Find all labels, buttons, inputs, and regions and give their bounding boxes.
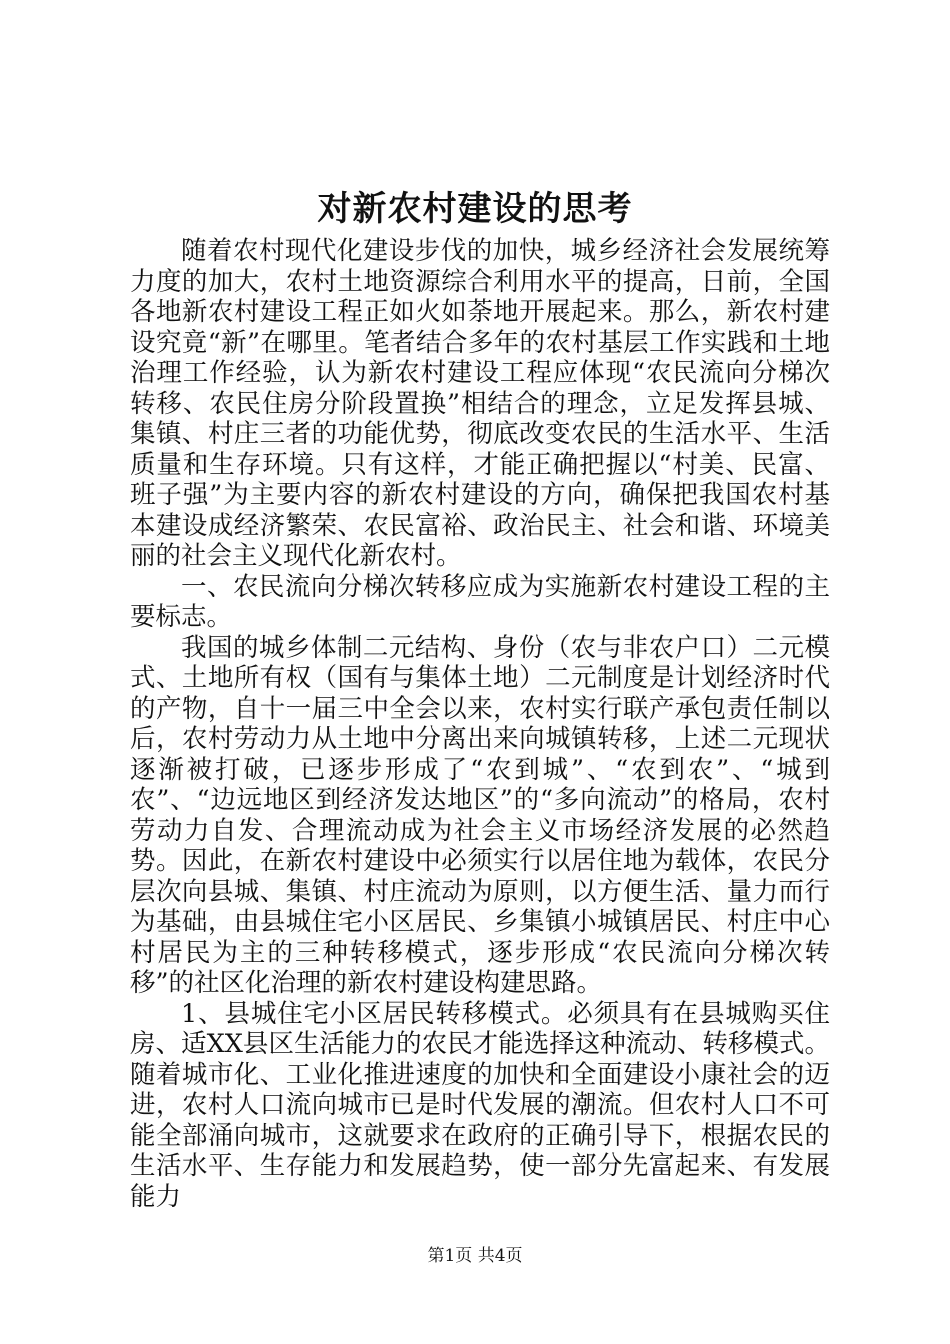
paragraph: 1、县城住宅小区居民转移模式。必须具有在县城购买住房、适XX县区生活能力的农民才能选择这种流动、转移模式。随着城市化、工业化推进速度的加快和全面建设小康社会的迈进，农村人口流向城市已是时代发展的潮流。但农村人口不可能全部涌向城市，这就要求在政府的正确引导下，根据农民的生活水平、生存能力和发展趋势，使一部分先富起来、有发展能力 (130, 998, 830, 1212)
paragraph: 我国的城乡体制二元结构、身份（农与非农户口）二元模式、土地所有权（国有与集体土地）二元制度是计划经济时代的产物，自十一届三中全会以来，农村实行联产承包责任制以后，农村劳动力从土地中分离出来向城镇转移，上述二元现状逐渐被打破，已逐步形成了“农到城”、“农到农”、“城到农”、“边远地区到经济发达地区”的“多向流动”的格局，农村劳动力自发、合理流动成为社会主义市场经济发展的必然趋势。因此，在新农村建设中必须实行以居住地为载体，农民分层次向县城、集镇、村庄流动为原则，以方便生活、量力而行为基础，由县城住宅小区居民、乡集镇小城镇居民、村庄中心村居民为主的三种转移模式，逐步形成“农民流向分梯次转移”的社区化治理的新农村建设构建思路。 (130, 632, 830, 998)
document-title: 对新农村建设的思考 (317, 189, 633, 229)
document-body (130, 236, 830, 1212)
paragraph: 随着农村现代化建设步伐的加快，城乡经济社会发展统筹力度的加大，农村土地资源综合利用水平的提高，日前，全国各地新农村建设工程正如火如荼地开展起来。那么，新农村建设究竟“新”在哪里。笔者结合多年的农村基层工作实践和土地治理工作经验，认为新农村建设工程应体现“农民流向分梯次转移、农民住房分阶段置换”相结合的理念，立足发挥县城、集镇、村庄三者的功能优势，彻底改变农民的生活水平、生活质量和生存环境。只有这样，才能正确把握以“村美、民富、班子强”为主要内容的新农村建设的方向，确保把我国农村基本建设成经济繁荣、农民富裕、政治民主、社会和谐、环境美丽的社会主义现代化新农村。 (130, 236, 830, 571)
page-number-footer: 第1页 共4页 (427, 1246, 523, 1266)
section-heading: 一、农民流向分梯次转移应成为实施新农村建设工程的主要标志。 (130, 571, 830, 632)
